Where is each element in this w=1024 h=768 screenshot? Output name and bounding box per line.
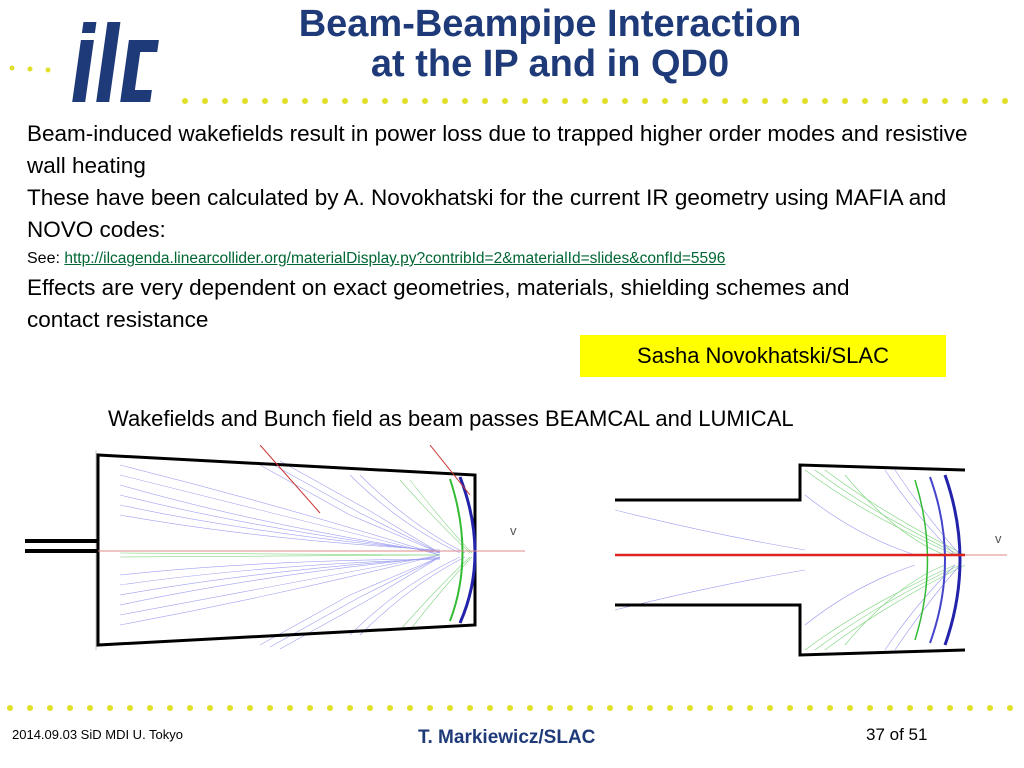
footer-page-number: 37 of 51 xyxy=(866,725,928,744)
see-label: See: xyxy=(27,250,60,267)
title-line-2: at the IP and in QD0 xyxy=(370,43,730,85)
slide-title xyxy=(200,4,900,84)
wakefield-simulation-left xyxy=(20,445,530,655)
slide-body xyxy=(27,118,987,336)
bullet-text-3: Effects are very dependent on exact geometries, materials, shielding schemes and contact resistance xyxy=(27,275,850,332)
ilc-logo xyxy=(70,18,165,106)
credit-box: Sasha Novokhatski/SLAC xyxy=(580,335,946,377)
bullet-text-1: Beam-induced wakefields result in power loss due to trapped higher order modes and resistive wall heating xyxy=(27,121,968,178)
sim-right-velocity-label: v xyxy=(995,531,1002,546)
sim-left-velocity-label: v xyxy=(510,523,517,538)
wakefield-simulation-right xyxy=(615,455,1010,665)
footer-author: T. Markiewicz/SLAC xyxy=(418,727,596,748)
footer-date-event: 2014.09.03 SiD MDI U. Tokyo xyxy=(12,727,184,742)
bullet-text-2: These have been calculated by A. Novokhatski for the current IR geometry using MAFIA and NOVO codes: xyxy=(27,185,947,242)
title-line-1: Beam-Beampipe Interaction xyxy=(298,3,802,45)
reference-link[interactable]: http://ilcagenda.linearcollider.org/materialDisplay.py?contribId=2&materialId=slides&confId=5596 xyxy=(64,250,726,267)
figure-caption: Wakefields and Bunch field as beam passes BEAMCAL and LUMICAL xyxy=(108,406,794,431)
see-reference xyxy=(27,246,987,272)
